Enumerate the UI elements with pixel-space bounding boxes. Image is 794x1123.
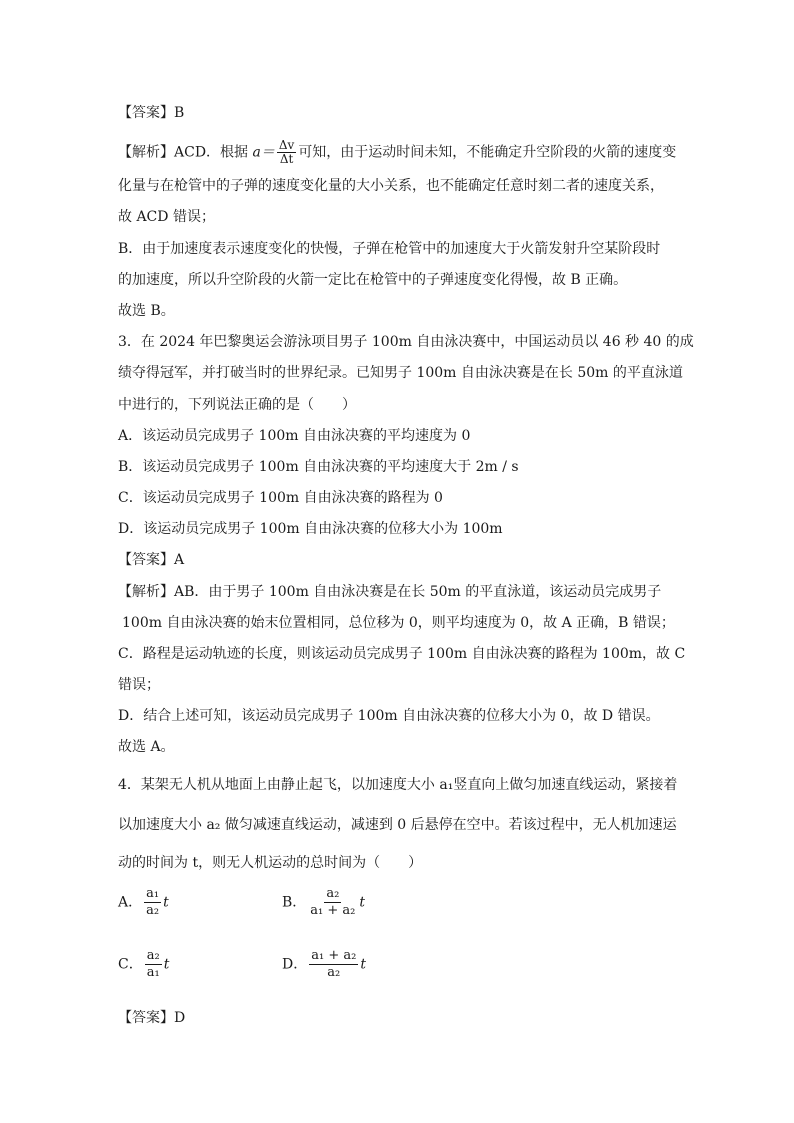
option-d: D．该运动员完成男子 100m 自由泳决赛的位移大小为 100m bbox=[118, 521, 503, 537]
formula-numerator: Δv bbox=[278, 138, 295, 152]
fraction-numerator: a₁ + a₂ bbox=[311, 948, 357, 963]
answer-line: 【答案】B bbox=[118, 105, 185, 121]
option-label: A． bbox=[118, 894, 143, 911]
variable-t: t bbox=[163, 956, 170, 973]
fraction-denominator: a₁ + a₂ bbox=[310, 903, 356, 918]
analysis-tag: 【解析】 bbox=[118, 144, 174, 161]
question-line: 中进行的，下列说法正确的是（ ） bbox=[118, 397, 356, 413]
fraction-denominator: a₂ bbox=[327, 965, 341, 980]
analysis-line: 100m 自由泳决赛的始末位置相同，总位移为 0，则平均速度为 0，故 A 正确，B 错误； bbox=[122, 615, 675, 631]
analysis-line: 化量与在枪管中的子弹的速度变化量的大小关系，也不能确定任意时刻二者的速度关系， bbox=[118, 178, 664, 194]
variable-t: t bbox=[360, 956, 366, 973]
analysis-tag: 【解析】 bbox=[118, 584, 174, 600]
option-c bbox=[118, 948, 169, 981]
option-fraction bbox=[309, 948, 358, 981]
analysis-text: ACD．根据 bbox=[174, 144, 249, 161]
analysis-line bbox=[118, 582, 661, 602]
variable-t: t bbox=[359, 894, 366, 911]
analysis-line: 错误； bbox=[118, 677, 160, 693]
analysis-line: 故 ACD 错误； bbox=[118, 209, 215, 225]
option-label: C． bbox=[118, 956, 143, 973]
option-c: C．该运动员完成男子 100m 自由泳决赛的路程为 0 bbox=[118, 490, 443, 506]
variable-t: t bbox=[163, 894, 169, 911]
option-b bbox=[282, 886, 365, 919]
option-label: D． bbox=[282, 956, 308, 973]
formula-denominator: Δt bbox=[279, 152, 294, 166]
analysis-line: 故选 B。 bbox=[118, 303, 175, 319]
question-line: 绩夺得冠军，并打破当时的世界纪录。已知男子 100m 自由泳决赛是在长 50m 的平直泳道 bbox=[118, 365, 683, 381]
analysis-line: B．由于加速度表示速度变化的快慢，子弹在枪管中的加速度大于火箭发射升空某阶段时 bbox=[118, 241, 661, 257]
formula-lhs: a＝ bbox=[252, 144, 275, 161]
question-line: 动的时间为 t，则无人机运动的总时间为（ ） bbox=[118, 855, 423, 871]
answer-line: 【答案】D bbox=[118, 1010, 186, 1026]
option-label: B． bbox=[282, 894, 307, 911]
option-a bbox=[118, 886, 169, 919]
fraction-denominator: a₂ bbox=[146, 903, 160, 918]
fraction-denominator: a₁ bbox=[146, 965, 160, 980]
analysis-text: 可知，由于运动时间未知，不能确定升空阶段的火箭的速度变 bbox=[298, 144, 677, 161]
fraction-numerator: a₂ bbox=[146, 948, 160, 963]
analysis-line bbox=[118, 139, 676, 166]
fraction-numerator: a₁ bbox=[146, 886, 160, 901]
fraction-numerator: a₂ bbox=[326, 886, 340, 901]
option-d bbox=[282, 948, 366, 981]
analysis-text: AB．由于男子 100m 自由泳决赛是在长 50m 的平直泳道，该运动员完成男子 bbox=[174, 584, 662, 600]
question-line: 以加速度大小 a₂ 做匀减速直线运动，减速到 0 后悬停在空中。若该过程中，无人机加速运 bbox=[118, 817, 677, 833]
option-b: B．该运动员完成男子 100m 自由泳决赛的平均速度大于 2m / s bbox=[118, 459, 519, 475]
analysis-line: C．路程是运动轨迹的长度，则该运动员完成男子 100m 自由泳决赛的路程为 100m，故 C bbox=[118, 646, 686, 662]
option-fraction bbox=[145, 948, 162, 981]
question-line: 3．在 2024 年巴黎奥运会游泳项目男子 100m 自由泳决赛中，中国运动员以 46 秒 40 的成 bbox=[118, 334, 694, 350]
analysis-line: D．结合上述可知，该运动员完成男子 100m 自由泳决赛的位移大小为 0，故 D 错误。 bbox=[118, 708, 660, 724]
option-a: A．该运动员完成男子 100m 自由泳决赛的平均速度为 0 bbox=[118, 428, 471, 444]
analysis-line: 故选 A。 bbox=[118, 739, 175, 755]
option-fraction bbox=[308, 886, 357, 919]
question-line: 4．某架无人机从地面上由静止起飞，以加速度大小 a₁竖直向上做匀加速直线运动，紧接着 bbox=[118, 777, 678, 793]
analysis-line: 的加速度，所以升空阶段的火箭一定比在枪管中的子弹速度变化得慢，故 B 正确。 bbox=[118, 272, 628, 288]
answer-line: 【答案】A bbox=[118, 552, 185, 568]
option-fraction bbox=[144, 886, 161, 919]
formula-fraction bbox=[277, 139, 296, 166]
